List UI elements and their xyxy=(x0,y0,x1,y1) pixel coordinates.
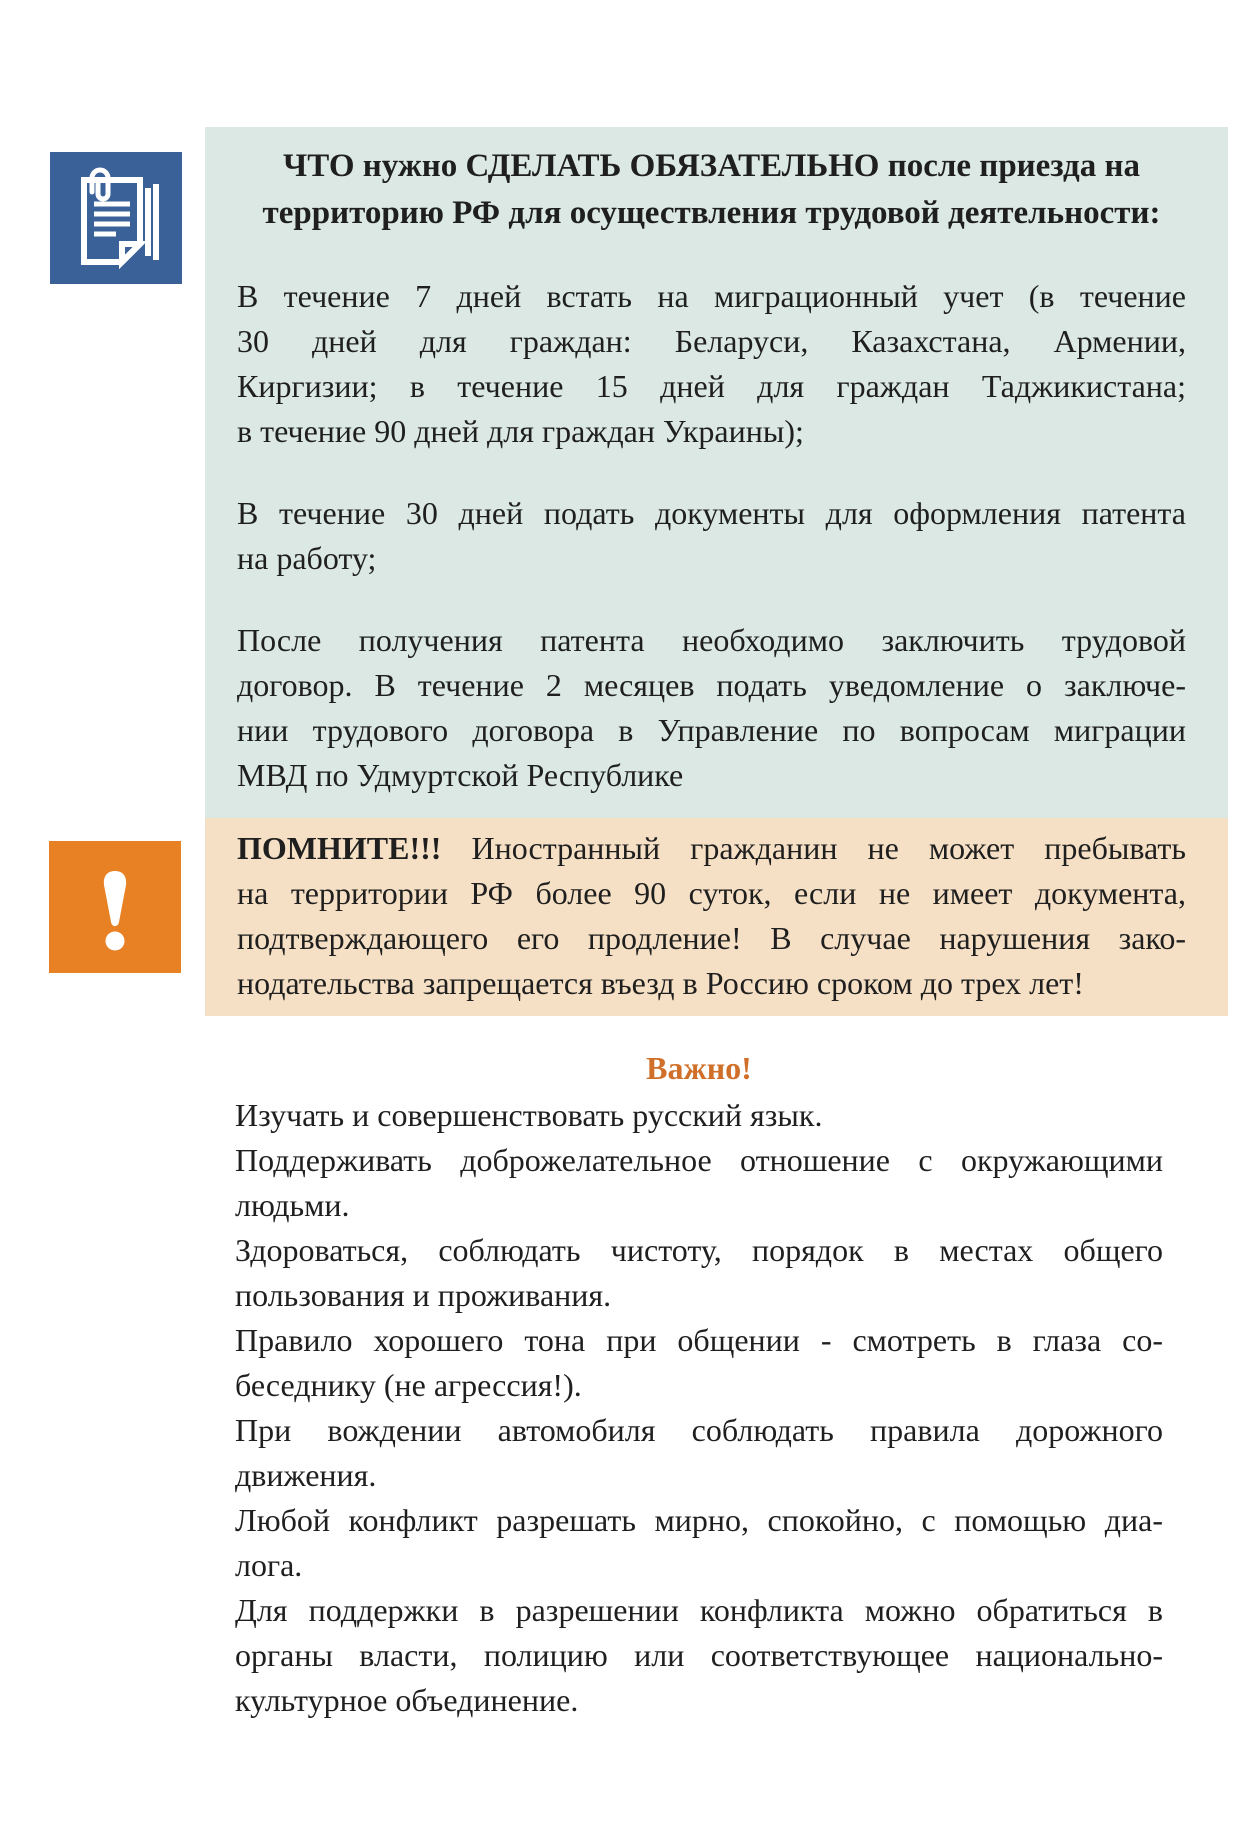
text-line: договор. В течение 2 месяцев подать уведомление о заключе- xyxy=(237,667,1186,703)
text-line: культурное объединение. xyxy=(235,1682,579,1718)
text-line: органы власти, полицию или соответствующее национально- xyxy=(235,1637,1163,1673)
paragraph xyxy=(235,1138,1163,1228)
warning-bold-prefix: ПОМНИТЕ!!! xyxy=(237,830,472,866)
text-line: В течение 30 дней подать документы для оформления патента xyxy=(237,495,1186,531)
text-line: на работу; xyxy=(237,540,377,576)
text-line: Изучать и совершенствовать русский язык. xyxy=(235,1097,823,1133)
text-line: Здороваться, соблюдать чистоту, порядок в местах общего xyxy=(235,1232,1163,1268)
paragraph xyxy=(237,491,1186,581)
text-line: В течение 7 дней встать на миграционный учет (в течение xyxy=(237,278,1186,314)
title-line: ЧТО нужно СДЕЛАТЬ ОБЯЗАТЕЛЬНО после приезда на xyxy=(283,148,1140,184)
text-line: беседнику (не агрессия!). xyxy=(235,1367,582,1403)
text-line: ПОМНИТЕ!!! Иностранный гражданин не может пребывать xyxy=(237,830,1187,866)
text-line: подтверждающего его продление! В случае нарушения зако- xyxy=(237,920,1186,956)
text-line: МВД по Удмуртской Республике xyxy=(237,757,684,793)
paragraph xyxy=(235,1228,1163,1318)
text-line: 30 дней для граждан: Беларуси, Казахстана, Армении, xyxy=(237,323,1186,359)
text-line: на территории РФ более 90 суток, если не имеет документа, xyxy=(237,875,1186,911)
info-icon-tile xyxy=(50,152,182,284)
text-line: Правило хорошего тона при общении - смотреть в глаза со- xyxy=(235,1322,1163,1358)
text-line: движения. xyxy=(235,1457,377,1493)
important-heading: Важно! xyxy=(646,1050,752,1086)
text-line: лога. xyxy=(235,1547,303,1583)
warning-icon-tile xyxy=(49,841,181,973)
text-line: Для поддержки в разрешении конфликта можно обратиться в xyxy=(235,1592,1163,1628)
text-line: Поддерживать доброжелательное отношение с окружающими xyxy=(235,1142,1163,1178)
text-line: Любой конфликт разрешать мирно, спокойно, с помощью диа- xyxy=(235,1502,1163,1538)
paragraph xyxy=(235,1408,1163,1498)
text-line: Киргизии; в течение 15 дней для граждан Таджикистана; xyxy=(237,368,1186,404)
text-line: в течение 90 дней для граждан Украины); xyxy=(237,413,804,449)
text-line: пользования и проживания. xyxy=(235,1277,612,1313)
exclamation-icon xyxy=(49,841,181,973)
text-line: После получения патента необходимо заключить трудовой xyxy=(237,622,1186,658)
title-line: территорию РФ для осуществления трудовой деятельности: xyxy=(262,195,1161,231)
text-line: людьми. xyxy=(235,1187,350,1223)
important-body xyxy=(235,1093,1163,1723)
info-box xyxy=(205,127,1228,818)
info-box-body xyxy=(237,274,1186,798)
paragraph xyxy=(237,618,1186,798)
info-box-title xyxy=(237,143,1186,237)
paragraph xyxy=(235,1093,1163,1138)
paragraph xyxy=(235,1318,1163,1408)
text-line: При вождении автомобиля соблюдать правила дорожного xyxy=(235,1412,1163,1448)
warning-box xyxy=(205,818,1228,1016)
important-section xyxy=(235,1045,1163,1723)
paragraph xyxy=(235,1588,1163,1723)
paragraph xyxy=(235,1498,1163,1588)
text-line: нии трудового договора в Управление по вопросам миграции xyxy=(237,712,1186,748)
text-line: нодательства запрещается въезд в Россию сроком до трех лет! xyxy=(237,965,1084,1001)
paragraph xyxy=(237,274,1186,454)
notepad-icon xyxy=(50,152,182,284)
warning-paragraph xyxy=(237,826,1186,1006)
